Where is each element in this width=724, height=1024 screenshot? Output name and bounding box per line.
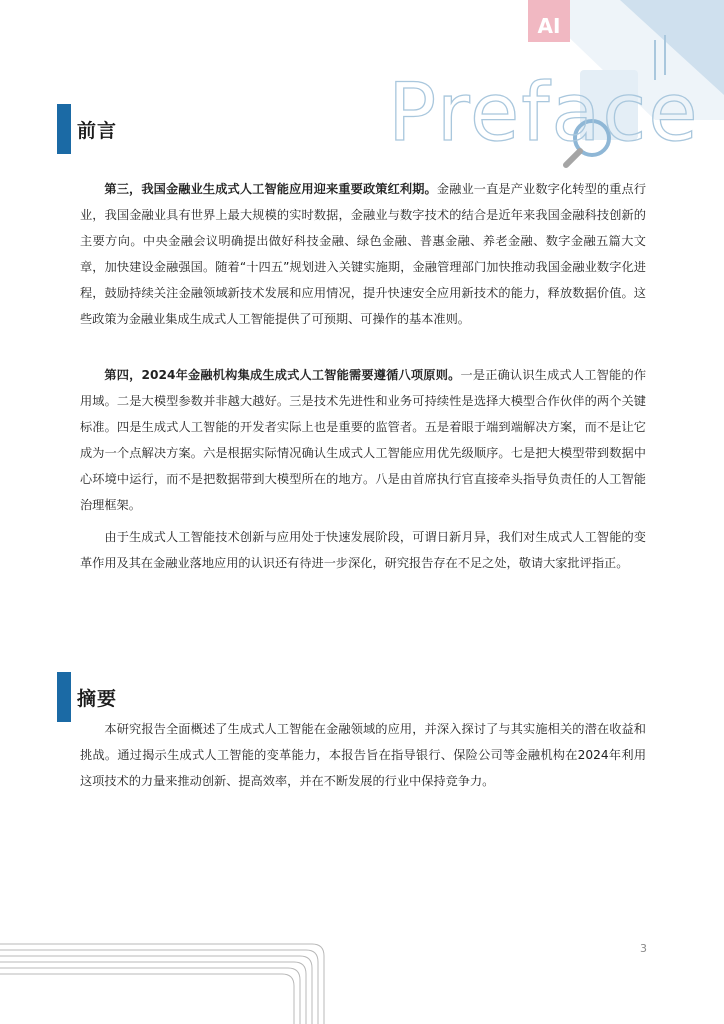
preface-title: 前言	[77, 119, 118, 142]
ai-badge-label: AI	[537, 14, 561, 38]
preface-watermark: Preface	[388, 66, 700, 159]
preface-paragraph-3: 由于生成式人工智能技术创新与应用处于快速发展阶段，可谓日新月异，我们对生成式人工智能的变革作用及其在金融业落地应用的认识还有待进一步深化，研究报告存在不足之处，敬请大家批评指正。	[80, 530, 646, 570]
paragraph-1-lead: 第三，我国金融业生成式人工智能应用迎来重要政策红利期。	[104, 182, 437, 196]
heading-accent-bar	[57, 672, 71, 722]
ai-badge	[528, 0, 570, 42]
summary-heading	[57, 672, 117, 722]
preface-paragraph-2	[80, 362, 646, 518]
footer-frame-decoration	[0, 944, 324, 1024]
summary-title: 摘要	[77, 687, 118, 710]
page-number: 3	[640, 942, 647, 955]
summary-paragraph: 本研究报告全面概述了生成式人工智能在金融领域的应用，并深入探讨了与其实施相关的潜在收益和挑战。通过揭示生成式人工智能的变革能力，本报告旨在指导银行、保险公司等金融机构在2024年利用这项技术的力量来推动创新、提高效率，并在不断发展的行业中保持竞争力。	[80, 722, 646, 788]
paragraph-2-lead: 第四，2024年金融机构集成生成式人工智能需要遵循八项原则。	[104, 368, 461, 382]
paragraph-2-body: 一是正确认识生成式人工智能的作用域。二是大模型参数并非越大越好。三是技术先进性和业务可持续性是选择大模型合作伙伴的两个关键标准。四是生成式人工智能的开发者实际上也是重要的监管者。五是着眼于端到端解决方案，而不是让它成为一个点解决方案。六是根据实际情况确认生成式人工智能应用优先级顺序。七是把大模型带到数据中心环境中运行，而不是把数据带到大模型所在的地方。八是由首席执行官直接牵头指导负责任的人工智能治理框架。	[80, 368, 647, 512]
preface-heading	[57, 104, 117, 154]
paragraph-1-body: 金融业一直是产业数字化转型的重点行业，我国金融业具有世界上最大规模的实时数据，金融业与数字技术的结合是近年来我国金融科技创新的主要方向。中央金融会议明确提出做好科技金融、绿色金融、普惠金融、养老金融、数字金融五篇大文章，加快建设金融强国。随着“十四五”规划进入关键实施期，金融管理部门加快推动我国金融业数字化进程，鼓励持续关注金融领域新技术发展和应用情况，提升快速安全应用新技术的能力，释放数据价值。这些政策为金融业集成生成式人工智能提供了可预期、可操作的基本准则。	[80, 182, 647, 326]
heading-accent-bar	[57, 104, 71, 154]
preface-paragraph-1	[80, 176, 646, 332]
